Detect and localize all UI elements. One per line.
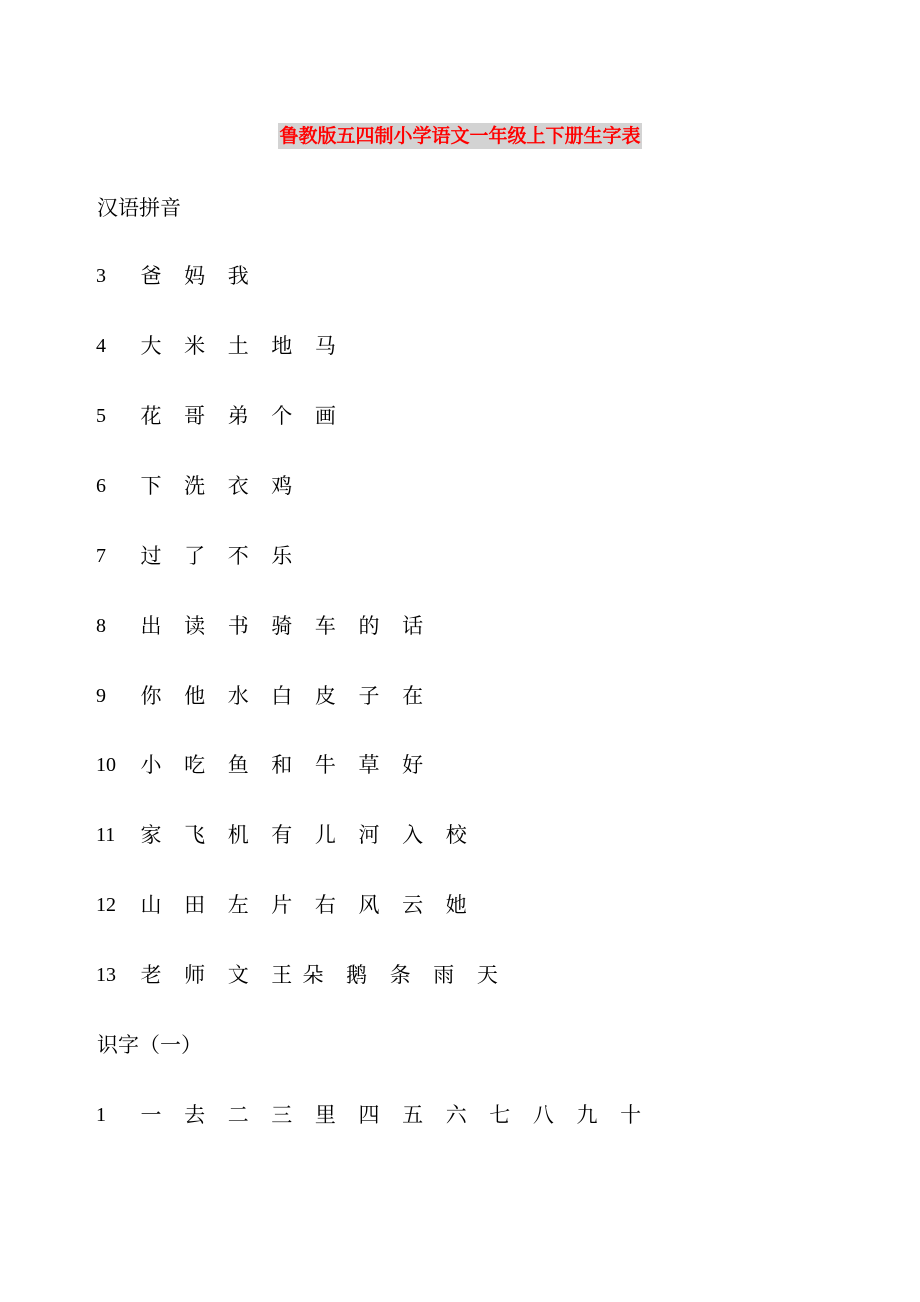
vocab-character: 书 [227,614,249,638]
lesson-number: 1 [96,1104,106,1126]
vocab-character: 小 [140,753,162,777]
vocab-character: 画 [314,404,336,428]
vocab-character: 花 [140,404,162,428]
vocab-character: 鱼 [227,753,249,777]
vocab-character: 雨 [433,963,455,987]
vocab-character: 骑 [271,614,293,638]
vocab-character: 四 [358,1103,380,1127]
lesson-number: 8 [96,615,106,637]
vocab-character: 了 [184,544,206,568]
vocab-character: 鸡 [271,474,293,498]
section-heading: 汉语拼音 [97,196,181,220]
vocab-character: 哥 [184,404,206,428]
vocab-character: 你 [140,684,162,708]
vocab-character: 校 [445,823,467,847]
vocab-character: 河 [358,823,380,847]
vocab-character: 她 [445,893,467,917]
vocab-character: 山 [140,893,162,917]
lesson-number: 6 [96,475,106,497]
vocab-character: 家 [140,823,162,847]
vocab-character: 五 [402,1103,424,1127]
document-title-container [0,123,920,149]
vocab-character: 车 [314,614,336,638]
vocab-character: 七 [489,1103,511,1127]
lesson-number: 7 [96,545,106,567]
vocab-character: 六 [445,1103,467,1127]
vocab-character: 米 [184,334,206,358]
vocab-character: 他 [184,684,206,708]
vocab-character: 二 [227,1103,249,1127]
vocab-character: 白 [271,684,293,708]
section-heading: 识字（一） [97,1033,202,1057]
lesson-number: 9 [96,685,106,707]
vocab-character: 过 [140,544,162,568]
lesson-number: 4 [96,335,106,357]
vocab-character: 八 [532,1103,554,1127]
vocab-character: 风 [358,893,380,917]
vocab-character: 牛 [314,753,336,777]
document-title: 鲁教版五四制小学语文一年级上下册生字表 [279,125,641,147]
vocab-character: 飞 [184,823,206,847]
vocab-character: 师 [184,963,206,987]
vocab-character: 和 [271,753,293,777]
vocab-character: 天 [476,963,498,987]
vocab-character: 在 [402,684,424,708]
vocab-character: 草 [358,753,380,777]
vocab-character: 洗 [184,474,206,498]
vocab-character: 不 [227,544,249,568]
vocab-character: 衣 [227,474,249,498]
vocab-character: 出 [140,614,162,638]
lesson-number: 11 [96,824,116,846]
vocab-character: 有 [271,823,293,847]
lesson-number: 5 [96,405,106,427]
lesson-number: 12 [96,894,116,916]
vocab-character: 文 [227,963,249,987]
vocab-character: 条 [389,963,411,987]
vocab-character: 鹅 [346,963,368,987]
vocab-character: 机 [227,823,249,847]
vocab-character: 一 [140,1103,162,1127]
vocab-character: 九 [576,1103,598,1127]
vocab-character: 水 [227,684,249,708]
vocab-character: 片 [271,893,293,917]
vocab-character: 老 [140,963,162,987]
vocab-character: 王 [271,963,293,987]
vocab-character: 地 [271,334,293,358]
vocab-character: 入 [402,823,424,847]
vocab-character: 儿 [314,823,336,847]
vocab-character: 下 [140,474,162,498]
vocab-character: 吃 [184,753,206,777]
vocab-character: 朵 [302,963,324,987]
vocab-character: 去 [184,1103,206,1127]
vocab-character: 里 [314,1103,336,1127]
vocab-character: 马 [314,334,336,358]
vocab-character: 三 [271,1103,293,1127]
vocab-character: 好 [402,753,424,777]
vocab-character: 读 [184,614,206,638]
vocab-character: 十 [620,1103,642,1127]
vocab-character: 爸 [140,264,162,288]
vocab-character: 左 [227,893,249,917]
vocab-character: 乐 [271,544,293,568]
vocab-character: 大 [140,334,162,358]
vocab-character: 妈 [184,264,206,288]
vocab-character: 土 [227,334,249,358]
lesson-number: 10 [96,754,116,776]
vocab-character: 话 [402,614,424,638]
vocab-character: 田 [184,893,206,917]
vocab-character: 弟 [227,404,249,428]
vocab-character: 我 [227,264,249,288]
lesson-number: 13 [96,964,116,986]
vocab-character: 个 [271,404,293,428]
vocab-character: 云 [402,893,424,917]
vocab-character: 的 [358,614,380,638]
vocab-character: 子 [358,684,380,708]
lesson-number: 3 [96,265,106,287]
vocab-character: 右 [314,893,336,917]
vocab-character: 皮 [314,684,336,708]
